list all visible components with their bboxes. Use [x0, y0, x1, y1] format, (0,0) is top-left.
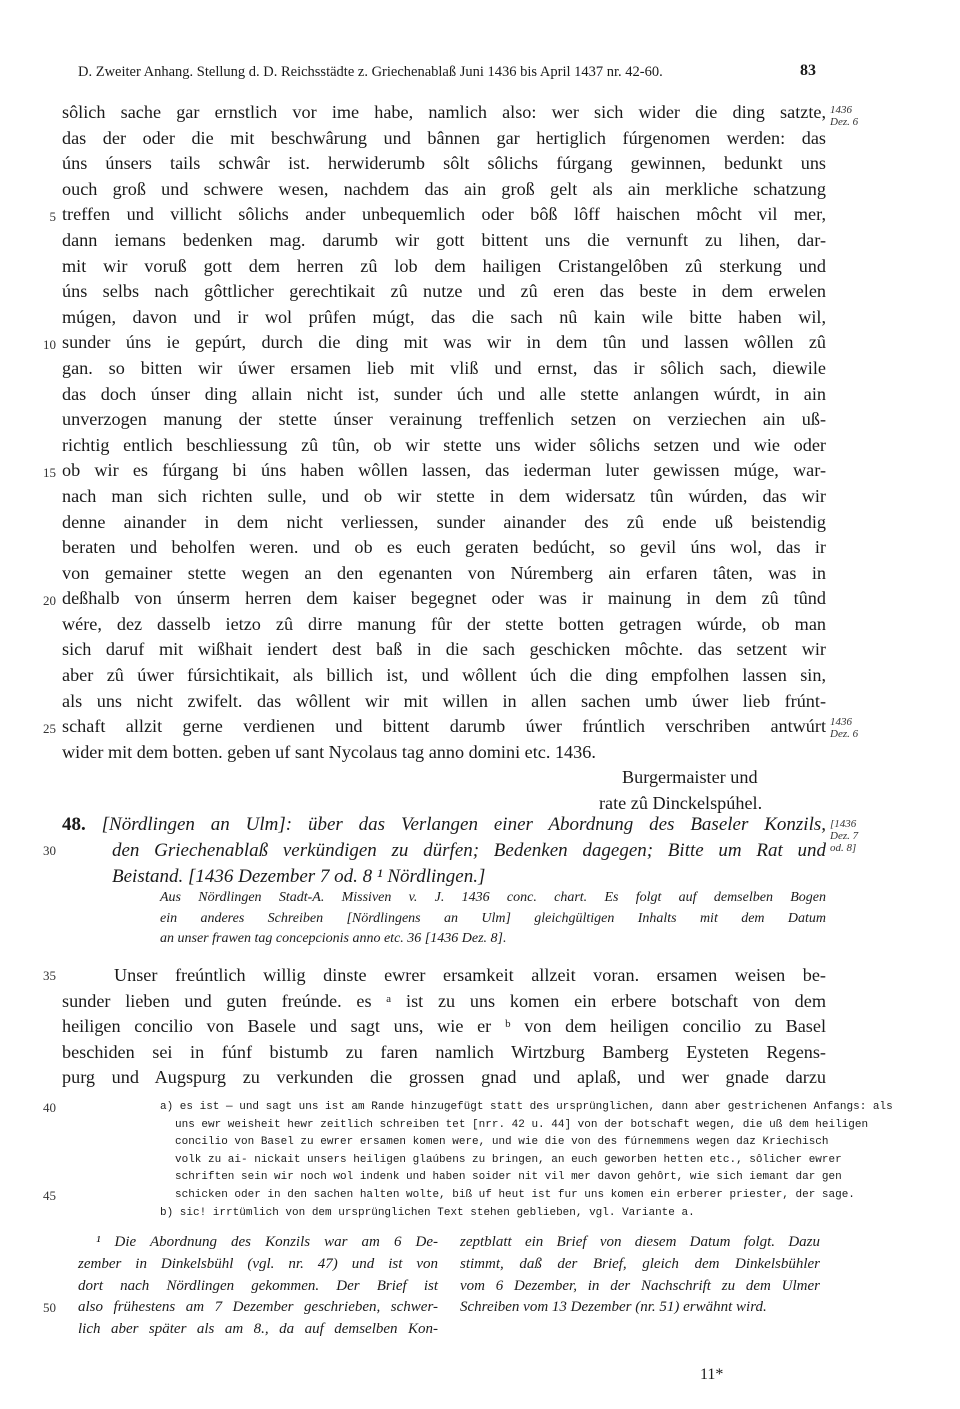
text-line: aber zû úwer fúrsichtikait, als billich ist, und wôllent úch die ding empfolhen lassen sin,	[62, 665, 826, 686]
text-line: deßhalb von únserm herren dem kaiser begegnet oder was ir mainung in dem zû tûnd	[62, 588, 826, 609]
text-line: sôlich sache gar ernstlich vor ime habe, namlich also: wer sich wider die ding satzte,	[62, 102, 826, 122]
text-line: úns únsers tails schwâr ist. herwiderumb sôlt sôlichs fúrgang gewinnen, bedunkt uns	[62, 153, 826, 174]
signature-line: rate zû Dinckelspúhel.	[599, 793, 763, 814]
text-line: dann iemans bedenken mag. darumb wir gott bittent uns die vernunft zu lihen, dar-	[62, 229, 826, 250]
text-line: beraten und beholfen weren. und ob es euch geraten bedúcht, so gevil úns wol, das ir	[62, 537, 826, 558]
source-line: an unser frawen tag concepcionis anno etc. 36 [1436 Dez. 8].	[160, 931, 507, 946]
text-line: ob wir es fúrgang bi úns haben wôllen lassen, das iederman luter gewissen múge, war-	[62, 460, 826, 481]
footnote-line: Schreiben vom 13 Dezember (nr. 51) erwähnt wird.	[460, 1299, 767, 1316]
text-line: sunder lieben und guten freúnde. es ᵃ ist zu uns komen ein erbere botschaft von dem	[62, 990, 826, 1011]
text-line: ouch groß und schwere wesen, nachdem das ain groß gelt als ain merkliche schatzung	[62, 178, 826, 199]
text-line: als uns nicht zwifelt. das wôllent wir mit willen in allen sachen umb úwer lieb frúnt-	[62, 690, 826, 711]
text-line: nach man sich richten sulle, und ob wir stette in dem widersatz tûn wúrden, das wir	[62, 485, 826, 506]
heading-line: Beistand. [1436 Dezember 7 od. 8 ¹ Nördlingen.]	[112, 866, 486, 887]
text-line: purg und Augspurg zu verkunden die grossen gnad und aplaß, und wer gnade darzu	[62, 1067, 826, 1088]
apparatus-line: b) sic! irrtümlich von dem ursprünglichen Text stehen geblieben, vgl. Variante a.	[160, 1206, 695, 1219]
line-number: 20	[43, 593, 56, 608]
line-number: 35	[43, 968, 56, 983]
footnote-line: zember in Dinkelsbühl (vgl. nr. 47) und ist von	[78, 1255, 438, 1272]
margin-date-heading: [1436 Dez. 7 od. 8]	[830, 818, 859, 854]
text-line: von gemainer stette wegen an den egenanten von Núremberg ain erfaren tâten, was in	[62, 562, 826, 583]
document-heading	[62, 812, 826, 890]
text-line: denne ainander in dem nicht verliessen, sunder ainander des zû ende uß beistendig	[62, 511, 826, 532]
footnote-line: also frühestens am 7 Dezember geschrieben, schwer-	[78, 1299, 438, 1316]
text-line: sich daruf mit wißhait iendert dest baß in die sach geschicken môchte. das setzent wir	[62, 639, 826, 660]
line-number: 50	[43, 1300, 56, 1315]
text-line: Unser freúntlich willig dinste ewrer ersamkeit allzeit voran. ersamen weisen be-	[114, 965, 826, 985]
source-note	[160, 888, 826, 950]
margin-date-bottom: 1436 Dez. 6	[830, 716, 859, 740]
line-number: 30	[43, 843, 56, 858]
main-text	[62, 100, 826, 817]
text-line: úns selbs nach gôttlicher gerechtikait zû nutze und zû eren das beste in dem erwelen	[62, 281, 826, 302]
source-line: ein anderes Schreiben [Nördlingens an Ulm] gleichgültigen Inhalts mit dem Datum	[160, 910, 826, 926]
text-line: schaft allzit gerne verdienen und bittent darumb úwer frúntlich verschriben antwúrt	[62, 716, 826, 737]
text-line: heiligen concilio von Basele und sagt uns, wie er ᵇ von dem heiligen concilio zu Basel	[62, 1016, 826, 1037]
line-number: 15	[43, 465, 56, 480]
footnotes-right-column	[460, 1232, 820, 1319]
footnote-line: lich aber später als am 8., da auf demselben Kon-	[78, 1321, 438, 1338]
printer-signature-mark: 11*	[700, 1366, 724, 1383]
apparatus-line: schriften sein wir noch wol indenk und haben soider nit vil mer davon gehôrt, wie sich iemant dar gen	[175, 1171, 842, 1184]
footnote-line: stimmt, daß der Brief, gleich dem Dinkelsbühler	[460, 1255, 820, 1272]
text-line: wére, dez dasselb ietzo zû dirre manung fûr der stette botten getragen wúrde, ob man	[62, 613, 826, 634]
text-line: das doch únser ding allain nicht ist, sunder úch und alle stette anlangen wúrdt, in ain	[62, 383, 826, 404]
line-number: 45	[43, 1188, 56, 1203]
critical-apparatus	[160, 1099, 893, 1222]
text-line: sunder úns ie gepúrt, durch die ding mit was wir in dem tûn und lassen wôllen zû	[62, 332, 826, 353]
running-head: D. Zweiter Anhang. Stellung d. D. Reichsstädte z. Griechenablaß Juni 1436 bis April 1437 nr. 42-60.	[78, 64, 663, 80]
apparatus-line: volk zu ai- nickait unsers heiligen glaúbens zu bringen, an euch geworben hetten etc., sôlicher ewrer	[175, 1153, 842, 1166]
apparatus-line: uns ewr weisheit hewr zeitlich schreiben tet [nrr. 42 u. 44] von der botschaft wegen, die uß dem heiligen	[175, 1118, 869, 1131]
text-line: gan. so bitten wir úwer ersamen lieb mit vliß und ernst, das ir sôlich sach, diewile	[62, 357, 826, 378]
signature-line: Burgermaister und	[622, 767, 758, 788]
text-line: das der oder die mit beschwârung und bânnen gar hertiglich fúrgenomen werden: das	[62, 127, 826, 148]
text-line: treffen und villicht sôlichs ander unbequemlich oder bôß lôff haischen môcht vil mer,	[62, 204, 826, 225]
footnote-line: zeptblatt ein Brief von diesem Datum folgt. Dazu	[460, 1234, 820, 1250]
document-number: 48.	[62, 814, 86, 835]
text-line: richtig entlich beschliessung zû tûn, ob wir stette uns wider sôlichs setzen und wie oder	[62, 434, 826, 455]
source-line: Aus Nördlingen Stadt-A. Missiven v. J. 1436 conc. chart. Es folgt auf demselben Bogen	[160, 890, 826, 905]
footnote-line: ¹ Die Abordnung des Konzils war am 6 De-	[96, 1234, 438, 1250]
footnotes-left-column	[78, 1232, 438, 1341]
footnote-line: dort nach Nördlingen gekommen. Der Brief ist	[78, 1277, 438, 1294]
apparatus-line: a) es ist — und sagt uns ist am Rande hinzugefügt statt des ursprünglichen, dann aber gestrichenen Anfangs: als	[160, 1101, 893, 1113]
text-line: wider mit dem botten. geben uf sant Nycolaus tag anno domini etc. 1436.	[62, 741, 596, 762]
line-number: 10	[43, 337, 56, 352]
heading-line: [Nördlingen an Ulm]: über das Verlangen einer Abordnung des Baseler Konzils,	[101, 814, 827, 835]
text-line: unverzogen manung der stette únser verainung treffenlich setzen on verziechen ain uß-	[62, 409, 826, 430]
text-line: mit wir voruß gott dem herren zû lob dem hailigen Cristangelôben zû sterkung und	[62, 255, 826, 276]
line-number: 40	[43, 1100, 56, 1115]
margin-date-top: 1436 Dez. 6	[830, 104, 859, 128]
letter-text	[62, 963, 826, 1091]
line-number: 5	[49, 209, 56, 224]
apparatus-line: concilio von Basel zu ewrer ersamen komen were, und wie die von des fúrnemmens wegen daz Kriechisch	[175, 1136, 829, 1149]
text-line: múgen, davon und ir wol prûfen múgt, das die sach nû kain wile bitte haben wil,	[62, 306, 826, 327]
text-line: beschiden sei in fúnf bistumb zu faren namlich Wirtzburg Bamberg Eysteten Regens-	[62, 1041, 826, 1062]
line-number: 25	[43, 721, 56, 736]
page-number: 83	[800, 62, 816, 79]
apparatus-line: schicken oder in den sachen halten wolte, biß uf heut ist fur uns komen ein erberer priester, der sage.	[175, 1188, 855, 1201]
heading-line: den Griechenablaß verkündigen zu dürfen; Bedenken dagegen; Bitte um Rat und	[112, 840, 826, 861]
footnote-line: vom 6 Dezember, in der Nachschrift zu dem Ulmer	[460, 1277, 820, 1294]
